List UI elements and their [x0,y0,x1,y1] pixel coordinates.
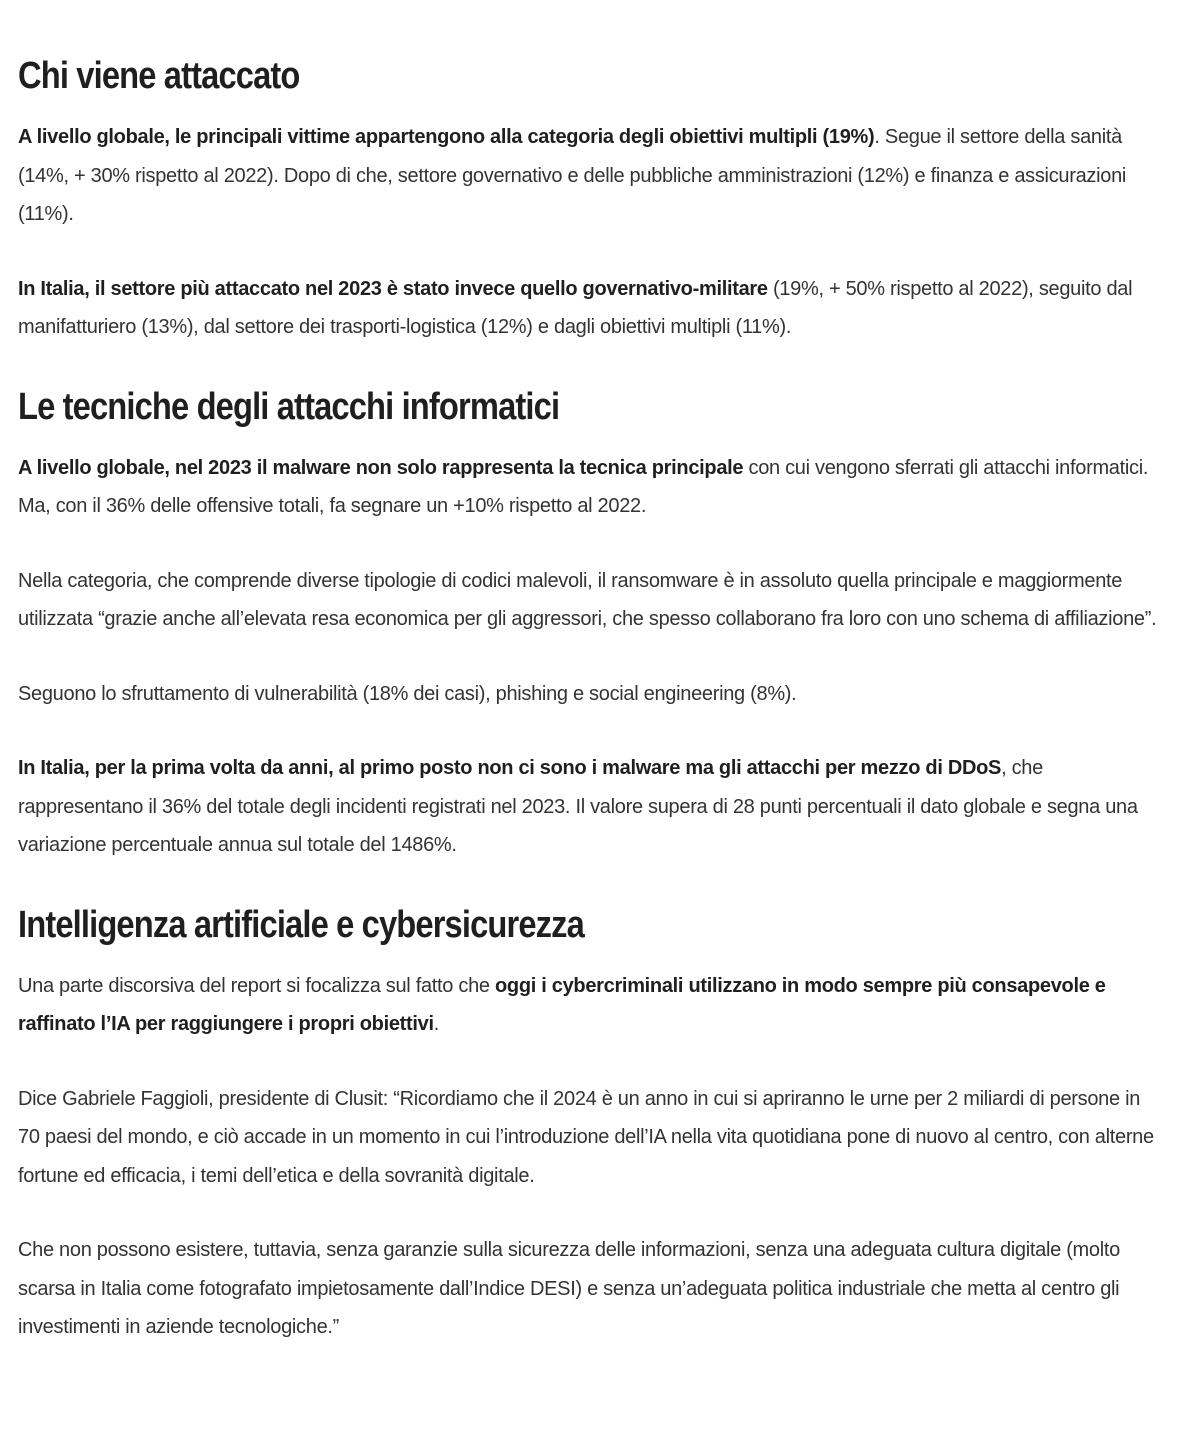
bold-text: A livello globale, le principali vittime appartengono alla categoria degli obiettivi multipli (19%) [18,126,875,148]
section-tecniche-attacchi [18,383,1160,865]
paragraph-text: , che rappresentano il 36% del totale degli incidenti registrati nel 2023. Il valore supera di 28 punti percentuali il dato globale e segna una variazione percentuale annua sul totale del 1486%. [18,757,1138,856]
paragraph [18,675,1160,714]
section-heading: Le tecniche degli attacchi informatici [18,385,560,428]
paragraph [18,118,1160,234]
paragraph [18,967,1160,1044]
section-heading: Intelligenza artificiale e cybersicurezza [18,903,584,946]
bold-text: In Italia, il settore più attaccato nel 2023 è stato invece quello governativo-militare [18,277,768,300]
section-intelligenza-artificiale [18,901,1160,1347]
paragraph-text: Seguono lo sfruttamento di vulnerabilità (18% dei casi), phishing e social engineering (8%). [18,682,797,705]
paragraph-text: Una parte discorsiva del report si focalizza sul fatto che [18,974,495,997]
bold-text: A livello globale, nel 2023 il malware non solo rappresenta la tecnica principale [18,456,744,479]
bold-text: oggi i cybercriminali utilizzano in modo sempre più consapevole e raffinato l’IA per raggiungere i propri obiettivi [18,974,1106,1035]
paragraph-text: . [433,1013,439,1035]
bold-text: In Italia, per la prima volta da anni, al primo posto non ci sono i malware ma gli attacchi per mezzo di DDoS [18,757,1002,779]
paragraph [18,1231,1160,1347]
paragraph [18,562,1160,639]
section-heading: Chi viene attaccato [18,55,300,97]
paragraph-text: Che non possono esistere, tuttavia, senza garanzie sulla sicurezza delle informazioni, senza una adeguata cultura digitale (molto scarsa in Italia come fotografato impietosamente dall’Indice DESI) e senza un’adeguata politica industriale che metta al centro gli investimenti in aziende tecnologiche.” [18,1239,1120,1338]
paragraph-text: Dice Gabriele Faggioli, presidente di Clusit: “Ricordiamo che il 2024 è un anno in cui si apriranno le urne per 2 miliardi di persone in 70 paesi del mondo, e ciò accade in un momento in cui l’introduzione dell’IA nella vita quotidiana pone di nuovo al centro, con alterne fortune ed efficacia, i temi dell’etica e della sovranità digitale. [18,1087,1154,1187]
paragraph [18,749,1160,865]
paragraph-text: (19%, + 50% rispetto al 2022), seguito dal manifatturiero (13%), dal settore dei trasporti-logistica (12%) e dagli obiettivi multipli (11%). [18,277,1133,338]
paragraph-text: . Segue il settore della sanità (14%, + 30% rispetto al 2022). Dopo di che, settore governativo e delle pubbliche amministrazioni (12%) e finanza e assicurazioni (11%). [18,126,1127,225]
paragraph [18,270,1160,347]
paragraph [18,449,1160,526]
section-chi-viene-attaccato [18,52,1160,347]
paragraph-text: con cui vengono sferrati gli attacchi informatici. Ma, con il 36% delle offensive totali, fa segnare un +10% rispetto al 2022. [18,456,1149,517]
paragraph-text: Nella categoria, che comprende diverse tipologie di codici malevoli, il ransomware è in assoluto quella principale e maggiormente utilizzata “grazie anche all’elevata resa economica per gli aggressori, che spesso collaborano fra loro con uno schema di affiliazione”. [18,569,1157,630]
paragraph [18,1080,1160,1196]
